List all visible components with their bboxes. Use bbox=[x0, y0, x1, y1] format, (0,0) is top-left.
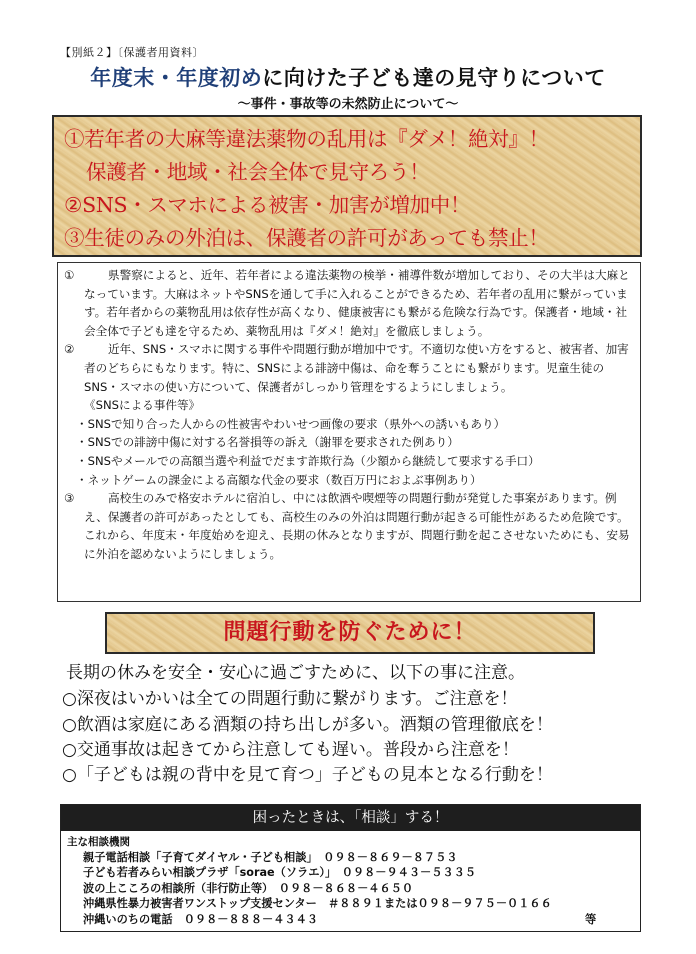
page-title bbox=[0, 62, 696, 92]
consultation-header: 困ったときは、「相談」する！ bbox=[61, 805, 640, 831]
sns-incidents-title: 《SNSによる事件等》 bbox=[84, 398, 201, 413]
document-label: 【別紙２】〔保護者用資料〕 bbox=[60, 46, 204, 59]
paragraph-number: ① bbox=[64, 268, 75, 282]
organizations-title: 主な相談機関 bbox=[67, 836, 130, 848]
notice-item: ○交通事故は起きてから注意しても遅い。普段から注意を！ bbox=[62, 740, 519, 760]
title-part-1: 年度末・年度初め bbox=[90, 66, 263, 90]
paragraph-number: ③ bbox=[64, 491, 75, 506]
detail-paragraph-1 bbox=[64, 266, 632, 340]
notice-item: ○「子どもは親の背中を見て育つ」子どもの見本となる行動を！ bbox=[62, 765, 553, 785]
alert-line-1: ①若年者の大麻等違法薬物の乱用は『ダメ！絶対』！ bbox=[64, 127, 549, 151]
detail-paragraph-3 bbox=[64, 489, 632, 563]
sns-incident-item: ・SNSで知り合った人からの性被害やわいせつ画像の要求（県外への誘いもあり） bbox=[76, 416, 506, 431]
alert-line-4: ③生徒のみの外泊は、保護者の許可があっても禁止！ bbox=[64, 226, 549, 250]
sns-incident-item: ・ネットゲームの課金による高額な代金の要求（数百万円におよぶ事例あり） bbox=[76, 472, 482, 487]
alert-line-2: 保護者・地域・社会全体で見守ろう！ bbox=[86, 160, 430, 184]
title-part-2: に向けた子ども達の見守りについて bbox=[262, 66, 606, 90]
consultation-list bbox=[61, 831, 640, 927]
etc-label: 等 bbox=[585, 912, 597, 926]
organization-item: 沖縄県性暴力被害者ワンストップ支援センター ＃８８９１または０９８－９７５－０１６６ bbox=[83, 897, 552, 911]
details-box bbox=[57, 262, 641, 602]
sns-incident-item: ・SNSでの誹謗中傷に対する名誉損等の訴え（謝罪を要求された例あり） bbox=[76, 435, 459, 450]
notice-item: ○深夜はいかいは全ての問題行動に繋がります。ご注意を！ bbox=[62, 689, 518, 709]
paragraph-number: ② bbox=[64, 342, 75, 357]
sns-incident-item: ・SNSやメールでの高額当選や利益でだます詐欺行為（少額から継続して要求する手口） bbox=[76, 453, 540, 468]
page-subtitle: ～事件・事故等の未然防止について～ bbox=[237, 97, 459, 112]
paragraph-text: 県警察によると、近年、若年者による違法薬物の検挙・補導件数が増加しており、その大半は大麻となっています。大麻はネットやSNSを通して手に入れることができるため、若年者の乱用に繋がっています。若年者からの薬物乱用は依存性が高くなり、健康被害にも繋がる危険な行為です。保護者・地域・社会全体で子ども達を守るため、薬物乱用は『ダメ！絶対』を徹底しましょう。 bbox=[84, 268, 630, 338]
consultation-box bbox=[60, 804, 641, 932]
alert-box bbox=[52, 115, 642, 257]
paragraph-text: 近年、SNS・スマホに関する事件や問題行動が増加中です。不適切な使い方をすると、被害者、加害者のどちらにもなります。特に、SNSによる誹謗中傷は、命を奪うことにも繋がります。児童生徒のSNS・スマホの使い方について、保護者がしっかり管理をするようにしましょう。 bbox=[84, 342, 629, 394]
detail-paragraph-2 bbox=[64, 340, 632, 396]
alert-line-3: ②SNS・スマホによる被害・加害が増加中！ bbox=[64, 193, 471, 217]
notice-item: ○飲酒は家庭にある酒類の持ち出しが多い。酒類の管理徹底を！ bbox=[62, 715, 553, 735]
prevention-banner: 問題行動を防ぐために！ bbox=[105, 612, 595, 654]
notice-intro: 長期の休みを安全・安心に過ごすために、以下の事に注意。 bbox=[66, 663, 525, 683]
organization-item: 波の上こころの相談所（非行防止等） ０９８－８６８－４６５０ bbox=[83, 881, 414, 895]
organization-item: 子ども若者みらい相談プラザ「sorae（ソラエ）」 ０９８－９４３－５３３５ bbox=[83, 866, 476, 880]
organization-item-last bbox=[67, 912, 640, 927]
organization-item: 沖縄いのちの電話 ０９８－８８８－４３４３ bbox=[83, 912, 318, 926]
organization-item: 親子電話相談「子育てダイヤル・子ども相談」 ０９８－８６９－８７５３ bbox=[83, 851, 458, 864]
paragraph-text: 高校生のみで格安ホテルに宿泊し、中には飲酒や喫煙等の問題行動が発覚した事案があります。例え、保護者の許可があったとしても、高校生のみの外泊は問題行動が起きる可能性があるため危険です。これから、年度末・年度始めを迎え、長期の休みとなりますが、問題行動を起こさせないためにも、安易に外泊を認めないようにしましょう。 bbox=[84, 491, 630, 561]
